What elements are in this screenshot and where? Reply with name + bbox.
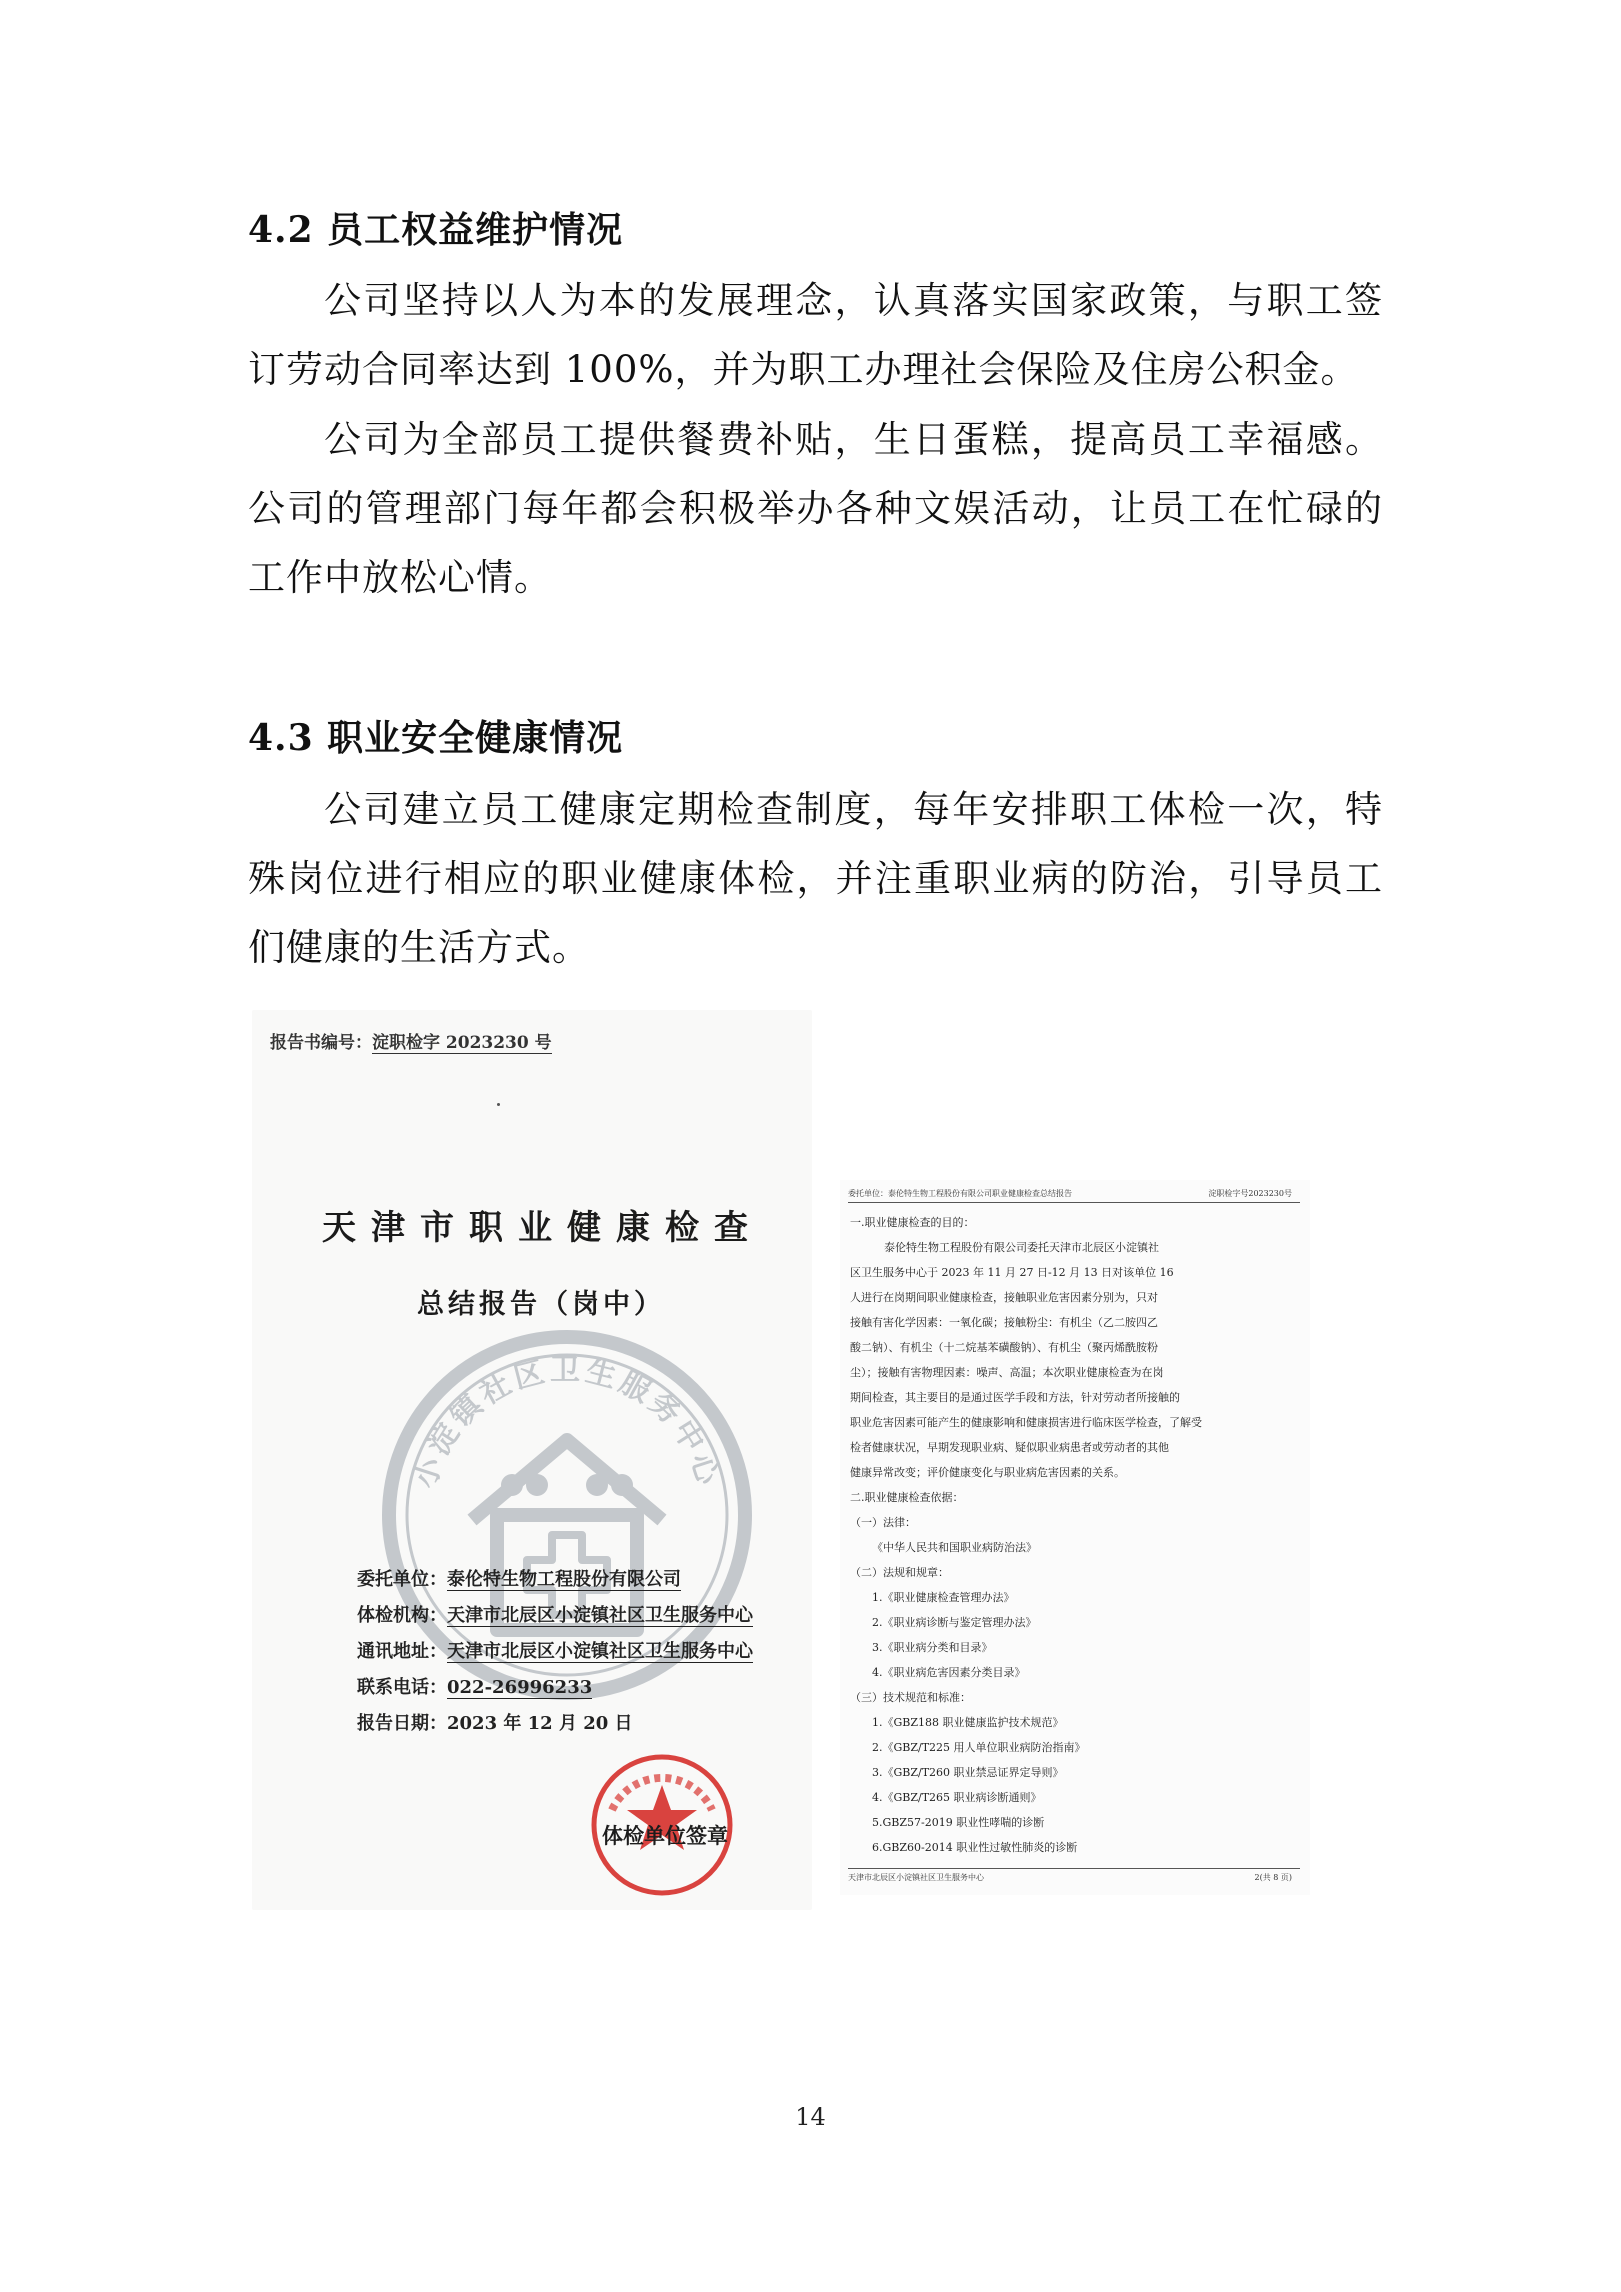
page2-body	[850, 1210, 1290, 1860]
page2-line: 二.职业健康检查依据：	[850, 1491, 964, 1504]
page2-line: 2.《职业病诊断与鉴定管理办法》	[872, 1616, 1037, 1629]
page2-line: 区卫生服务中心于 2023 年 11 月 27 日-12 月 13 日对该单位 16	[850, 1266, 1174, 1279]
page-number: 14	[795, 2103, 826, 2131]
page2-line: 泰伦特生物工程股份有限公司委托天津市北辰区小淀镇社	[884, 1241, 1159, 1254]
page2-line: 尘）；接触有害物理因素：噪声、高温；本次职业健康检查为在岗	[850, 1366, 1164, 1379]
page2-footer-right: 2(共 8 页)	[1254, 1873, 1292, 1882]
field-value: 天津市北辰区小淀镇社区卫生服务中心	[447, 1605, 753, 1626]
field-value: 022-26996233	[447, 1677, 593, 1698]
field-label: 通讯地址：	[357, 1641, 447, 1662]
field-phone	[357, 1670, 753, 1706]
field-institution	[357, 1598, 753, 1634]
page2-header-left: 委托单位：泰伦特生物工程股份有限公司职业健康检查总结报告	[848, 1189, 1072, 1198]
page2-line: 1.《职业健康检查管理办法》	[872, 1591, 1015, 1604]
page2-line: 2.《GBZ/T225 用人单位职业病防治指南》	[872, 1741, 1086, 1754]
page2-line: 5.GBZ57-2019 职业性哮喘的诊断	[872, 1816, 1045, 1829]
section-heading-4-3: 4.3 职业安全健康情况	[248, 717, 624, 759]
paragraph-labor-contract: 公司坚持以人为本的发展理念，认真落实国家政策，与职工签订劳动合同率达到 100%，并为职工办理社会保险及住房公积金。	[248, 279, 1383, 391]
page2-line: 职业危害因素可能产生的健康影响和健康损害进行临床医学检查，了解受	[850, 1416, 1202, 1429]
page2-line: 6.GBZ60-2014 职业性过敏性肺炎的诊断	[872, 1841, 1078, 1854]
page2-line: 期间检查，其主要目的是通过医学手段和方法，针对劳动者所接触的	[850, 1391, 1180, 1404]
report-number	[270, 1028, 552, 1053]
field-label: 委托单位：	[357, 1569, 447, 1590]
field-value: 天津市北辰区小淀镇社区卫生服务中心	[447, 1641, 753, 1662]
report-title: 天津市职业健康检查	[322, 1208, 763, 1248]
field-date	[357, 1706, 753, 1742]
report-page-2-image	[840, 1180, 1310, 1895]
page2-line: 3.《职业病分类和目录》	[872, 1641, 993, 1654]
report-info-fields	[357, 1562, 753, 1742]
page2-line: 一.职业健康检查的目的：	[850, 1216, 975, 1229]
speck	[497, 1103, 500, 1106]
field-label: 联系电话：	[357, 1677, 447, 1698]
field-label: 体检机构：	[357, 1605, 447, 1626]
paragraph-employee-benefits: 公司为全部员工提供餐费补贴，生日蛋糕，提高员工幸福感。公司的管理部门每年都会积极举办各种文娱活动，让员工在忙碌的工作中放松心情。	[248, 418, 1383, 599]
report-cover-image	[252, 1010, 812, 1910]
page2-line: 健康异常改变；评价健康变化与职业病危害因素的关系。	[850, 1466, 1125, 1479]
report-number-label: 报告书编号：	[270, 1033, 372, 1053]
report-subtitle: 总结报告（岗中）	[417, 1289, 665, 1320]
page2-line: 酸二钠）、有机尘（十二烷基苯磺酸钠）、有机尘（聚丙烯酰胺粉	[850, 1341, 1158, 1354]
seal-text: 小淀镇社区卫生服务中心	[407, 1353, 727, 1493]
stamp-caption: 体检单位签章	[602, 1823, 728, 1848]
report-number-value: 淀职检字 2023230 号	[372, 1033, 552, 1053]
page2-line: （二）法规和规章：	[850, 1566, 949, 1579]
field-client	[357, 1562, 753, 1598]
page2-line: 4.《GBZ/T265 职业病诊断通则》	[872, 1791, 1042, 1804]
field-address	[357, 1634, 753, 1670]
field-value: 泰伦特生物工程股份有限公司	[447, 1569, 681, 1590]
section-heading-4-2: 4.2 员工权益维护情况	[248, 209, 624, 251]
page2-footer-left: 天津市北辰区小淀镇社区卫生服务中心	[848, 1873, 984, 1882]
page2-line: 接触有害化学因素：一氧化碳；接触粉尘：有机尘（乙二胺四乙	[850, 1316, 1158, 1329]
field-label: 报告日期：	[357, 1713, 447, 1734]
page2-header-right: 淀职检字号2023230号	[1208, 1189, 1292, 1198]
page2-header	[848, 1188, 1300, 1203]
page2-line: （三）技术规范和标准：	[850, 1691, 971, 1704]
page2-line: 4.《职业病危害因素分类目录》	[872, 1666, 1026, 1679]
page2-line: 人进行在岗期间职业健康检查，接触职业危害因素分别为，只对	[850, 1291, 1158, 1304]
page2-line: 《中华人民共和国职业病防治法》	[872, 1541, 1037, 1554]
page2-line: （一）法律：	[850, 1516, 916, 1529]
paragraph-health-check: 公司建立员工健康定期检查制度，每年安排职工体检一次，特殊岗位进行相应的职业健康体检，并注重职业病的防治，引导员工们健康的生活方式。	[248, 788, 1383, 969]
page2-line: 1.《GBZ188 职业健康监护技术规范》	[872, 1716, 1064, 1729]
page2-line: 检者健康状况，早期发现职业病、疑似职业病患者或劳动者的其他	[850, 1441, 1169, 1454]
page2-footer	[848, 1868, 1300, 1883]
field-value: 2023 年 12 月 20 日	[447, 1713, 633, 1734]
page2-line: 3.《GBZ/T260 职业禁忌证界定导则》	[872, 1766, 1064, 1779]
